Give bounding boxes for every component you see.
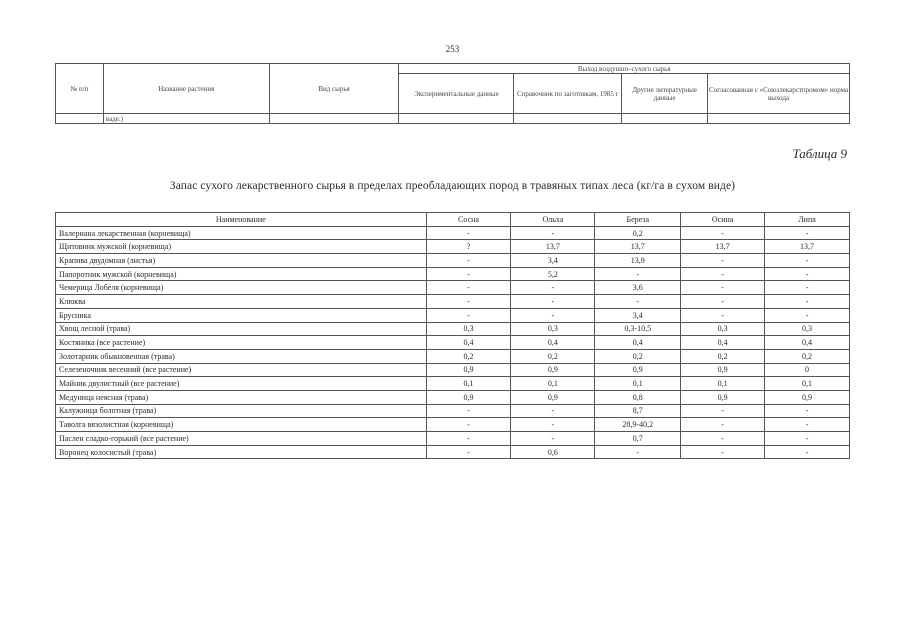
cell-pine: - [426,404,511,418]
cell-pine: - [426,254,511,268]
cell-name: Паслен сладко-горький (все растение) [56,432,427,446]
cell-aspen: - [681,432,765,446]
cell-aspen: - [681,267,765,281]
table-row [56,349,850,363]
cell-birch: 0,3-10,5 [595,322,681,336]
cell-pine: 0,4 [426,336,511,350]
cell-birch: 3,4 [595,308,681,322]
cell-birch: - [595,267,681,281]
cell-birch: - [595,445,681,459]
cell-alder: 0,2 [511,349,595,363]
empty-cell [399,114,514,124]
cell-birch: 0,2 [595,349,681,363]
continued-header-table [55,63,850,124]
header-name: Наименование [56,213,427,227]
cell-pine: - [426,418,511,432]
cell-linden: - [765,254,850,268]
cell-linden: - [765,267,850,281]
cell-alder: - [511,432,595,446]
table-row [56,445,850,459]
cell-aspen: - [681,281,765,295]
table-row [56,267,850,281]
cell-alder: 0,4 [511,336,595,350]
cell-alder: - [511,295,595,309]
cell-pine: - [426,267,511,281]
cell-alder: 0,6 [511,445,595,459]
cell-alder: 13,7 [511,240,595,254]
cell-alder: 0,1 [511,377,595,391]
empty-cell [622,114,708,124]
cell-aspen: - [681,295,765,309]
table-row [56,336,850,350]
stocks-table [55,212,850,459]
cell-pine: 0,9 [426,363,511,377]
table-row [56,295,850,309]
cell-alder: 3,4 [511,254,595,268]
cell-name: Чемерица Лобеля (корневища) [56,281,427,295]
cell-birch: 13,9 [595,254,681,268]
yield-col-header: Другие литературные данные [622,74,708,114]
yield-col-header: Справочник по заготовкам, 1985 г [514,74,622,114]
cell-birch: 0,4 [595,336,681,350]
cell-aspen: 13,7 [681,240,765,254]
cell-aspen: 0,1 [681,377,765,391]
header-birch: Береза [595,213,681,227]
cell-name: Клюква [56,295,427,309]
cell-linden: 0,4 [765,336,850,350]
cell-pine: - [426,432,511,446]
table-label: Таблица 9 [792,146,847,161]
cell-aspen: 0,4 [681,336,765,350]
cell-birch: 3,6 [595,281,681,295]
yield-col-header: Экспериментальные данные [399,74,514,114]
cell-pine: 0,1 [426,377,511,391]
empty-cell [56,114,104,124]
cell-linden: - [765,404,850,418]
cell-pine: - [426,445,511,459]
header-aspen: Осина [681,213,765,227]
cell-birch: 0,1 [595,377,681,391]
cell-alder: 5,2 [511,267,595,281]
cell-linden: - [765,281,850,295]
table-row [56,254,850,268]
cell-birch: 8,7 [595,404,681,418]
cell-linden: - [765,445,850,459]
cell-pine: - [426,281,511,295]
cell-alder: - [511,226,595,240]
cell-name: Медуница неясная (трава) [56,390,427,404]
cell-alder: - [511,404,595,418]
table-row [56,404,850,418]
cell-name: Щитовник мужской (корневища) [56,240,427,254]
cell-birch: 28,9-40,2 [595,418,681,432]
cell-aspen: 0,2 [681,349,765,363]
yield-col-header: Согласованная с «Союзлекарстпромом» норма выхода [708,74,850,114]
cell-birch: 0,7 [595,432,681,446]
cell-name: Папоротник мужской (корневища) [56,267,427,281]
cell-linden: 0,1 [765,377,850,391]
table-row [56,390,850,404]
cell-pine: 0,2 [426,349,511,363]
col-no-header: № п/п [56,64,104,114]
table-row [56,363,850,377]
stocks-header-row [56,213,850,227]
cell-aspen: - [681,445,765,459]
cell-name: Воронец колосистый (трава) [56,445,427,459]
cell-birch: 13,7 [595,240,681,254]
cell-name: Костяника (все растение) [56,336,427,350]
page-number: 253 [445,44,460,54]
cell-name: Калужница болотная (трава) [56,404,427,418]
cell-linden: 0 [765,363,850,377]
cell-name: Селезеночник весенний (все растение) [56,363,427,377]
cell-birch: 0,2 [595,226,681,240]
cell-name: Майник двулистный (все растение) [56,377,427,391]
cell-name: Брусника [56,308,427,322]
cell-linden: - [765,432,850,446]
cell-alder: 0,9 [511,390,595,404]
col-raw-header: Вид сырья [269,64,399,114]
cell-birch: 0,9 [595,363,681,377]
table-row [56,418,850,432]
table-row [56,432,850,446]
cell-aspen: - [681,308,765,322]
cell-linden: 0,2 [765,349,850,363]
cell-name: Хвощ лесной (трава) [56,322,427,336]
cell-birch: 0,8 [595,390,681,404]
table-row [56,240,850,254]
cell-pine: - [426,226,511,240]
table-row [56,226,850,240]
cell-aspen: 0,9 [681,363,765,377]
header-alder: Ольха [511,213,595,227]
cell-linden: - [765,418,850,432]
empty-cell [708,114,850,124]
table-row [56,322,850,336]
cell-linden: - [765,308,850,322]
cell-aspen: 0,3 [681,322,765,336]
cell-name: Валериана лекарственная (корневища) [56,226,427,240]
cell-linden: - [765,226,850,240]
cell-name: Крапива двудомная (листья) [56,254,427,268]
cell-pine: 0,3 [426,322,511,336]
cell-name: Золотарник обыкновенная (трава) [56,349,427,363]
cell-alder: - [511,418,595,432]
header-pine: Сосна [426,213,511,227]
cell-alder: 0,3 [511,322,595,336]
col-name-header: Название растения [103,64,269,114]
cell-birch: - [595,295,681,309]
header-linden: Липа [765,213,850,227]
table-row [56,308,850,322]
cell-linden: - [765,295,850,309]
continued-text: ваде.) [103,114,269,124]
table-title: Запас сухого лекарственного сырья в пределах преобладающих пород в травяных типах леса (кг/га в сухом виде) [169,180,736,192]
cell-linden: 13,7 [765,240,850,254]
cell-aspen: - [681,418,765,432]
cell-name: Таволга вязолистная (корневища) [56,418,427,432]
cell-aspen: - [681,254,765,268]
cell-pine: 0,9 [426,390,511,404]
table-row [56,281,850,295]
cell-linden: 0,3 [765,322,850,336]
empty-cell [269,114,399,124]
cell-aspen: - [681,404,765,418]
cell-aspen: 0,9 [681,390,765,404]
empty-cell [514,114,622,124]
cell-aspen: - [681,226,765,240]
cell-pine: - [426,308,511,322]
table-row [56,377,850,391]
cell-alder: - [511,308,595,322]
cell-alder: 0,9 [511,363,595,377]
cell-pine: - [426,295,511,309]
cell-pine: ? [426,240,511,254]
cell-alder: - [511,281,595,295]
cell-linden: 0,9 [765,390,850,404]
yield-group-header: Выход воздушно–сухого сырья [399,64,850,74]
